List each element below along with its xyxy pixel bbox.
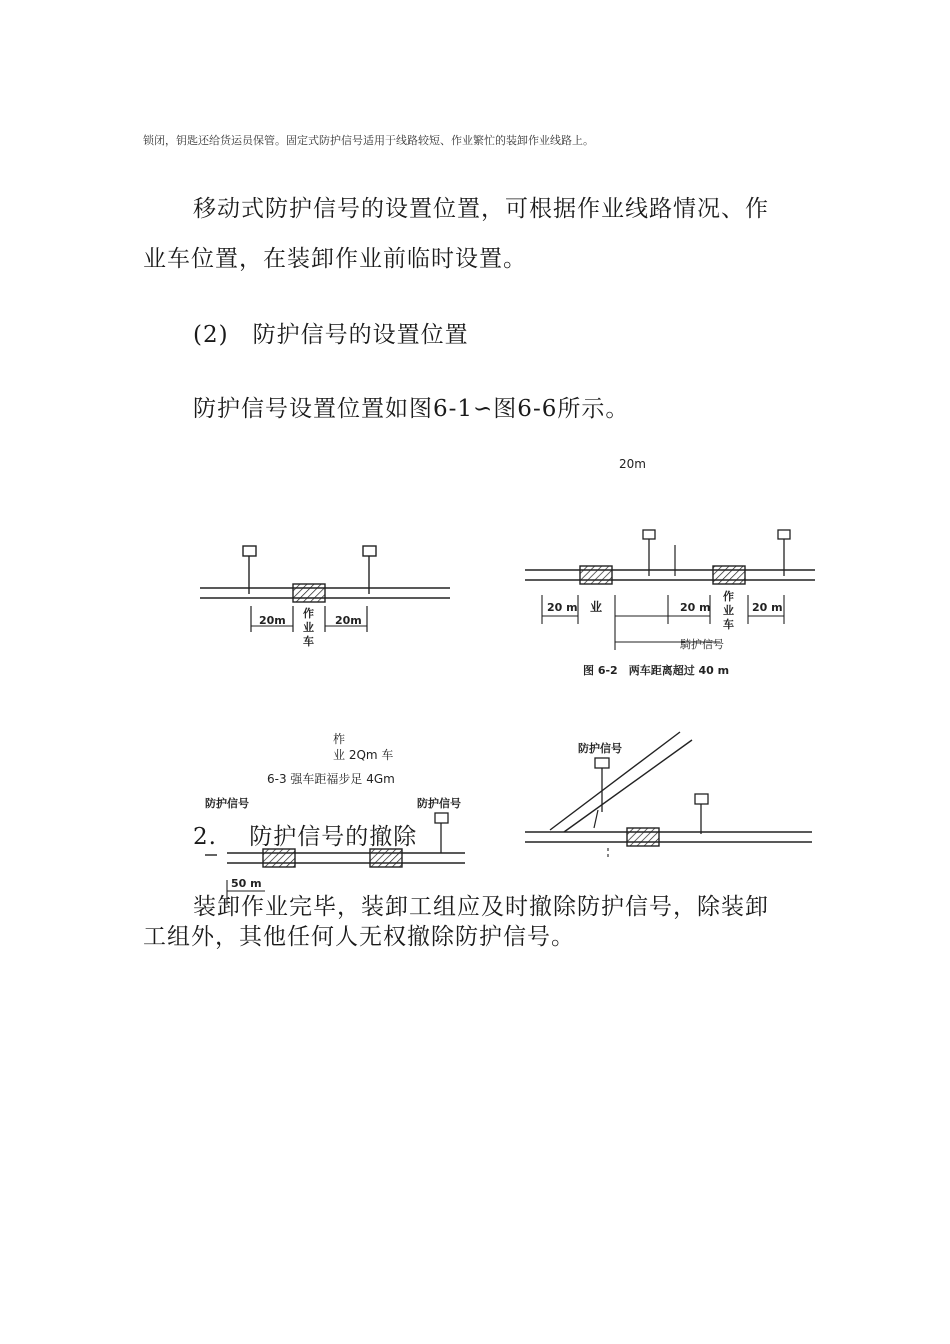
paragraph-1-line-1: 移动式防护信号的设置位置，可根据作业线路情况、作: [193, 196, 769, 222]
car-label-3: 车: [303, 635, 314, 648]
signal-left-label: 防护信号: [205, 797, 249, 810]
signal-box-right: [363, 546, 376, 556]
work-car: [293, 584, 325, 602]
svg-text:作: 作: [723, 590, 734, 603]
car-label-1: 作: [303, 607, 314, 620]
car-label-2: 业: [303, 621, 314, 634]
svg-text:图 6-2 两车距离超过 40 m: 图 6-2 两车距离超过 40 m: [583, 664, 730, 677]
dim-right: 20m: [335, 614, 362, 627]
fig3-line-2: 业 2Qm 车: [333, 748, 394, 762]
paragraph-2: 防护信号设置位置如图6-1∽图6-6所示。: [193, 396, 630, 422]
figure-6-4: [520, 722, 820, 862]
fig4-signal-label: 防护信号: [578, 742, 622, 755]
fig3-line-1: 柞: [333, 732, 346, 746]
svg-text:20 m: 20 m: [680, 601, 711, 614]
signal-box-left: [243, 546, 256, 556]
svg-text:业: 业: [723, 604, 734, 617]
paragraph-3-line-1: 装卸作业完毕，装卸工组应及时撤除防护信号，除装卸: [193, 894, 769, 920]
figure-6-2: [520, 520, 820, 685]
floating-label-20m: 20m: [619, 457, 646, 471]
svg-text:车: 车: [723, 618, 734, 631]
svg-text:騎护信号: 騎护信号: [680, 638, 724, 651]
svg-text:20 m: 20 m: [752, 601, 783, 614]
section-heading-3: 2. 防护信号的撤除: [193, 824, 418, 850]
svg-text:20 m: 20 m: [547, 601, 578, 614]
fig3-dim: 50 m: [231, 877, 262, 890]
dim-left: 20m: [259, 614, 286, 627]
top-text-line: 锁闭，钥匙还给货运员保管。固定式防护信号适用于线路较短、作业繁忙的装卸作业线路上。: [143, 134, 594, 147]
paragraph-3-line-2: 工组外，其他任何人无权撤除防护信号。: [143, 924, 575, 950]
signal-right-label: 防护信号: [417, 797, 461, 810]
figure-6-1: [195, 540, 460, 650]
fig3-caption: 6-3 强车距福步足 4Gm: [267, 772, 395, 786]
svg-text:业: 业: [590, 600, 603, 614]
paragraph-1-line-2: 业车位置，在装卸作业前临时设置。: [143, 246, 527, 272]
section-heading-2: (2) 防护信号的设置位置: [193, 322, 469, 348]
